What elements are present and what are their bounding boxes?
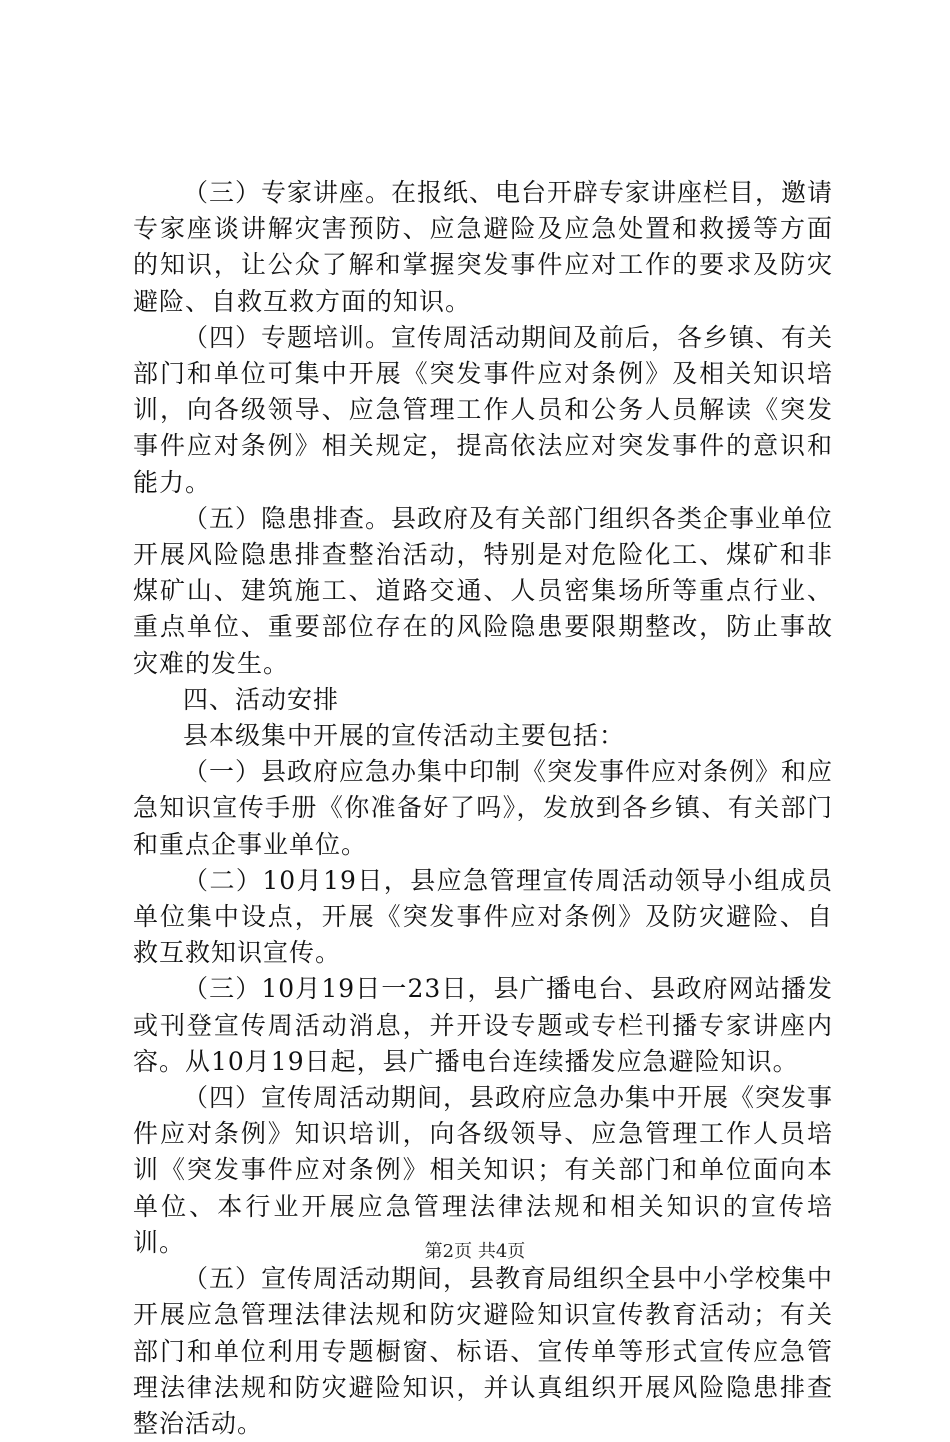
paragraph-special-training: （四）专题培训。宣传周活动期间及前后，各乡镇、有关部门和单位可集中开展《突发事件应对条例》及相关知识培训，向各级领导、应急管理工作人员和公务人员解读《突发事件应对条例》相关规定，提高依法应对突发事件的意识和能力。 [133,322,834,497]
page-number-footer: 第2页 共4页 [424,1241,526,1262]
paragraph-activity-3: （三）10月19日一23日，县广播电台、县政府网站播发或刊登宣传周活动消息，并开设专题或专栏刊播专家讲座内容。从10月19日起，县广播电台连续播发应急避险知识。 [133,974,833,1076]
section-heading-activity-arrangement: 四、活动安排 [183,684,340,714]
paragraph-activity-1: （一）县政府应急办集中印制《突发事件应对条例》和应急知识宣传手册《你准备好了吗》，发放到各乡镇、有关部门和重点企事业单位。 [133,757,834,859]
paragraph-activity-4: （四）宣传周活动期间，县政府应急办集中开展《突发事件应对条例》知识培训，向各级领导、应急管理工作人员培训《突发事件应对条例》相关知识；有关部门和单位面向本单位、本行业开展应急管理法律法规和相关知识的宣传培训。 [133,1083,834,1257]
paragraph-county-activities-intro: 县本级集中开展的宣传活动主要包括： [183,721,626,751]
paragraph-expert-lecture: （三）专家讲座。在报纸、电台开辟专家讲座栏目，邀请专家座谈讲解灾害预防、应急避险及应急处置和救援等方面的知识，让公众了解和掌握突发事件应对工作的要求及防灾避险、自救互救方面的知识。 [133,178,834,316]
paragraph-hazard-inspection: （五）隐患排查。县政府及有关部门组织各类企事业单位开展风险隐患排查整治活动，特别是对危险化工、煤矿和非煤矿山、建筑施工、道路交通、人员密集场所等重点行业、重点单位、重要部位存在的风险隐患要限期整改，防止事故灾难的发生。 [133,503,834,678]
paragraph-activity-2: （二）10月19日，县应急管理宣传周活动领导小组成员单位集中设点，开展《突发事件应对条例》及防灾避险、自救互救知识宣传。 [133,865,833,968]
paragraph-activity-5: （五）宣传周活动期间，县教育局组织全县中小学校集中开展应急管理法律法规和防灾避险知识宣传教育活动；有关部门和单位利用专题橱窗、标语、宣传单等形式宣传应急管理法律法规和防灾避险知识，并认真组织开展风险隐患排查整治活动。 [133,1264,834,1438]
